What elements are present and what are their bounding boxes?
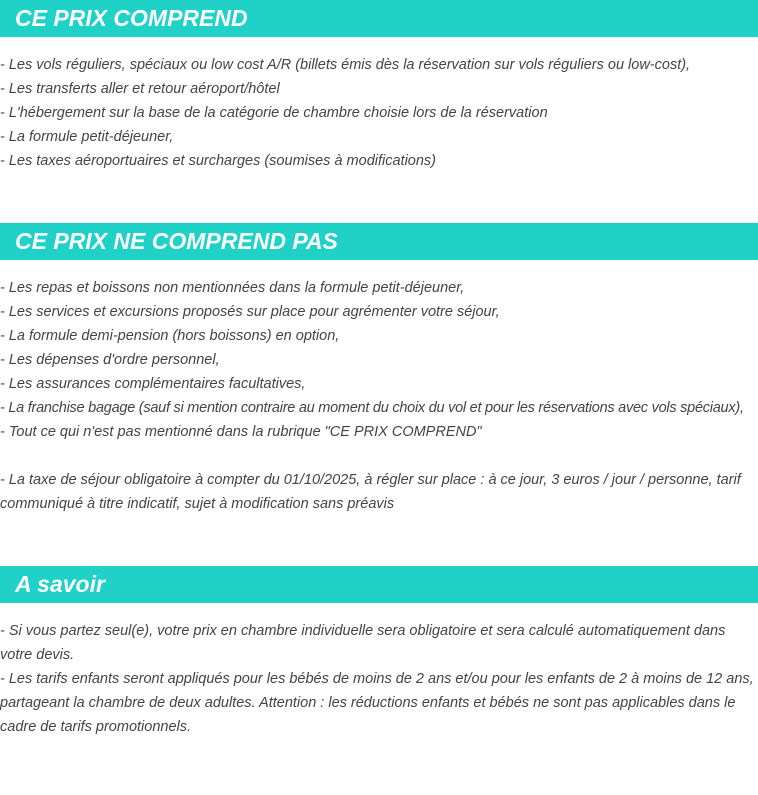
tourist-tax-note: - La taxe de séjour obligatoire à compter du 01/10/2025, à régler sur place : à ce jour, 3 euros / jour / personne, tarif communiqué à titre indicatif, sujet à modification sans préavis	[0, 472, 741, 512]
list-item: - Les taxes aéroportuaires et surcharges (soumises à modifications)	[0, 153, 436, 169]
list-item: - Les transferts aller et retour aéroport/hôtel	[0, 81, 280, 97]
section-header-ce-prix-comprend: CE PRIX COMPREND	[0, 0, 758, 37]
section-header-ce-prix-ne-comprend-pas: CE PRIX NE COMPREND PAS	[0, 223, 758, 260]
list-item: - La formule demi-pension (hors boissons) en option,	[0, 328, 340, 344]
list-item: - Les repas et boissons non mentionnées dans la formule petit-déjeuner,	[0, 280, 465, 296]
included-list	[0, 53, 758, 173]
list-item: - Tout ce qui n'est pas mentionné dans la rubrique "CE PRIX COMPREND"	[0, 424, 482, 440]
a-savoir-list	[0, 619, 758, 739]
not-included-list	[0, 276, 758, 516]
list-item: - Les tarifs enfants seront appliqués pour les bébés de moins de 2 ans et/ou pour les enfants de 2 à moins de 12 ans, partageant la chambre de deux adultes. Attention : les réductions enfants et bébés ne sont pas applicables dans le cadre de tarifs promotionnels.	[0, 671, 754, 735]
list-item: - Les dépenses d'ordre personnel,	[0, 352, 220, 368]
section-header-a-savoir: A savoir	[0, 566, 758, 603]
list-item: - Si vous partez seul(e), votre prix en chambre individuelle sera obligatoire et sera calculé automatiquement dans votre devis.	[0, 623, 726, 663]
list-item: - Les assurances complémentaires facultatives,	[0, 376, 306, 392]
list-item: - Les services et excursions proposés sur place pour agrémenter votre séjour,	[0, 304, 500, 320]
spacer	[0, 444, 758, 468]
list-item: - Les vols réguliers, spéciaux ou low cost A/R (billets émis dès la réservation sur vols réguliers ou low-cost),	[0, 57, 691, 73]
list-item: - La formule petit-déjeuner,	[0, 129, 174, 145]
list-item: - La franchise bagage (sauf si mention contraire au moment du choix du vol et pour les réservations avec vols spéciaux),	[0, 400, 744, 416]
list-item: - L'hébergement sur la base de la catégorie de chambre choisie lors de la réservation	[0, 105, 548, 121]
